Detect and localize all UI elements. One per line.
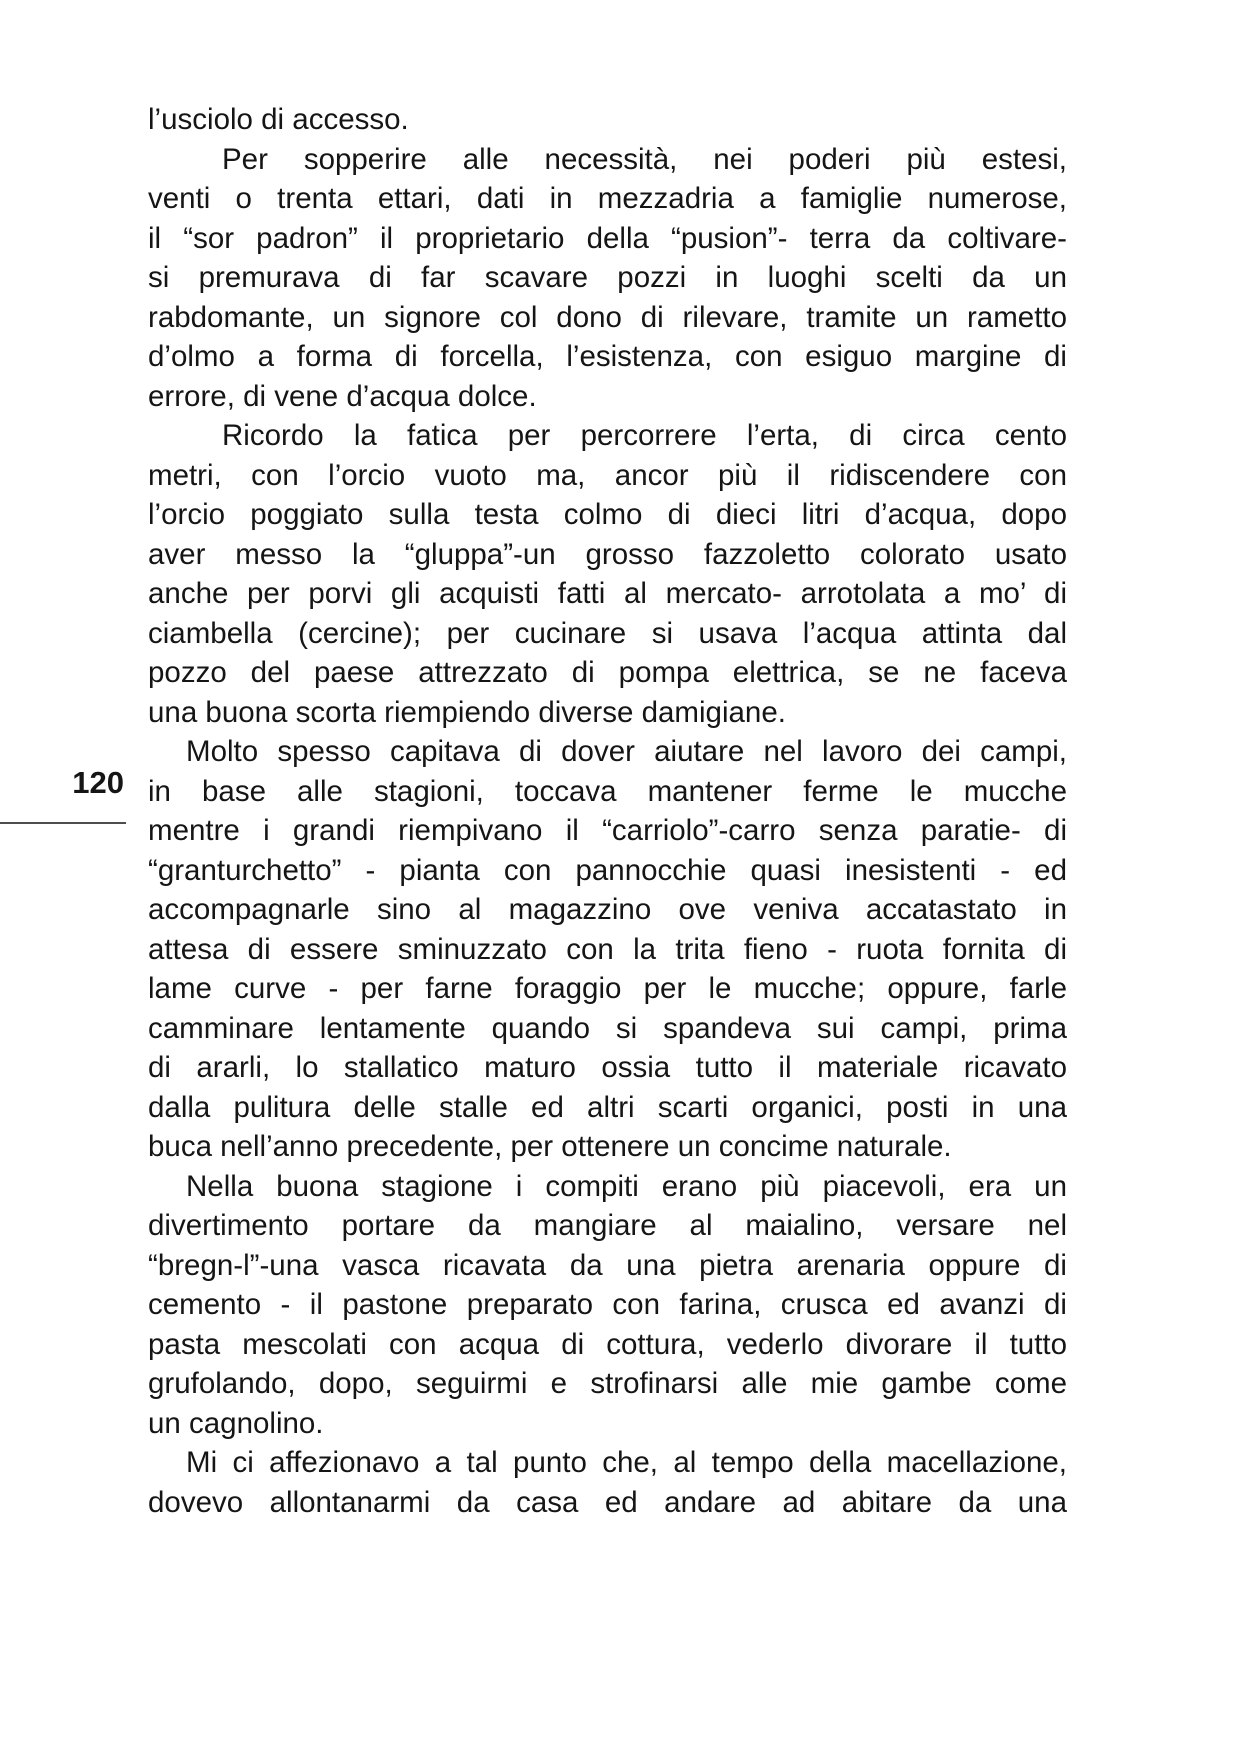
- text-line: si premurava di far scavare pozzi in luoghi scelti da un: [148, 261, 1067, 294]
- text-line: errore, di vene d’acqua dolce.: [148, 379, 537, 413]
- text-line: pozzo del paese attrezzato di pompa elettrica, se ne faceva: [148, 656, 1067, 689]
- text-line: buca nell’anno precedente, per ottenere un concime naturale.: [148, 1130, 952, 1163]
- text-line: accompagnarle sino al magazzino ove veniva accatastato in: [148, 893, 1067, 926]
- text-line: di ararli, lo stallatico maturo ossia tutto il materiale ricavato: [148, 1051, 1067, 1084]
- text-line: Mi ci affezionavo a tal punto che, al tempo della macellazione,: [186, 1446, 1067, 1479]
- margin-rule: [0, 822, 126, 824]
- text-line: Ricordo la fatica per percorrere l’erta, di circa cento: [222, 419, 1067, 452]
- paragraph: [148, 732, 1067, 1167]
- text-line: attesa di essere sminuzzato con la trita fieno - ruota fornita di: [148, 932, 1067, 966]
- text-line: d’olmo a forma di forcella, l’esistenza, con esiguo margine di: [148, 340, 1067, 373]
- text-line: anche per porvi gli acquisti fatti al mercato- arrotolata a mo’ di: [148, 577, 1067, 610]
- text-line: lame curve - per farne foraggio per le mucche; oppure, farle: [148, 972, 1067, 1005]
- text-line: camminare lentamente quando si spandeva sui campi, prima: [148, 1011, 1067, 1045]
- text-line: aver messo la “gluppa”-un grosso fazzoletto colorato usato: [148, 537, 1067, 571]
- page-number: 120: [72, 765, 124, 800]
- text-line: dovevo allontanarmi da casa ed andare ad abitare da una: [148, 1485, 1067, 1519]
- text-line: l’orcio poggiato sulla testa colmo di dieci litri d’acqua, dopo: [148, 498, 1067, 531]
- text-line: venti o trenta ettari, dati in mezzadria a famiglie numerose,: [148, 182, 1067, 215]
- text-line: Per sopperire alle necessità, nei poderi più estesi,: [222, 142, 1067, 176]
- text-line: “granturchetto” - pianta con pannocchie quasi inesistenti - ed: [148, 853, 1067, 887]
- text-line: Nella buona stagione i compiti erano più piacevoli, era un: [186, 1169, 1067, 1203]
- text-line: l’usciolo di accesso.: [148, 103, 409, 136]
- page-text-block: [148, 100, 1067, 1522]
- text-line: ciambella (cercine); per cucinare si usava l’acqua attinta dal: [148, 616, 1067, 650]
- text-line: un cagnolino.: [148, 1406, 324, 1440]
- paragraph: [148, 1167, 1067, 1444]
- text-line: dalla pulitura delle stalle ed altri scarti organici, posti in una: [148, 1090, 1067, 1124]
- paragraph: [148, 1443, 1067, 1522]
- text-line: divertimento portare da mangiare al maialino, versare nel: [148, 1209, 1067, 1242]
- text-line: Molto spesso capitava di dover aiutare nel lavoro dei campi,: [186, 735, 1067, 768]
- text-line: grufolando, dopo, seguirmi e strofinarsi alle mie gambe come: [148, 1367, 1067, 1400]
- text-line: cemento - il pastone preparato con farina, crusca ed avanzi di: [148, 1288, 1067, 1321]
- text-line: il “sor padron” il proprietario della “pusion”- terra da coltivare-: [148, 221, 1067, 255]
- paragraph: [148, 140, 1067, 417]
- text-line: rabdomante, un signore col dono di rilevare, tramite un rametto: [148, 300, 1067, 334]
- text-line: in base alle stagioni, toccava mantener ferme le mucche: [148, 774, 1067, 808]
- text-line: “bregn-l”-una vasca ricavata da una pietra arenaria oppure di: [148, 1248, 1067, 1282]
- paragraph: [148, 100, 1067, 140]
- text-line: pasta mescolati con acqua di cottura, vederlo divorare il tutto: [148, 1327, 1067, 1361]
- text-line: metri, con l’orcio vuoto ma, ancor più il ridiscendere con: [148, 458, 1067, 492]
- text-line: mentre i grandi riempivano il “carriolo”-carro senza paratie- di: [148, 814, 1067, 847]
- text-line: una buona scorta riempiendo diverse damigiane.: [148, 695, 786, 729]
- paragraph: [148, 416, 1067, 732]
